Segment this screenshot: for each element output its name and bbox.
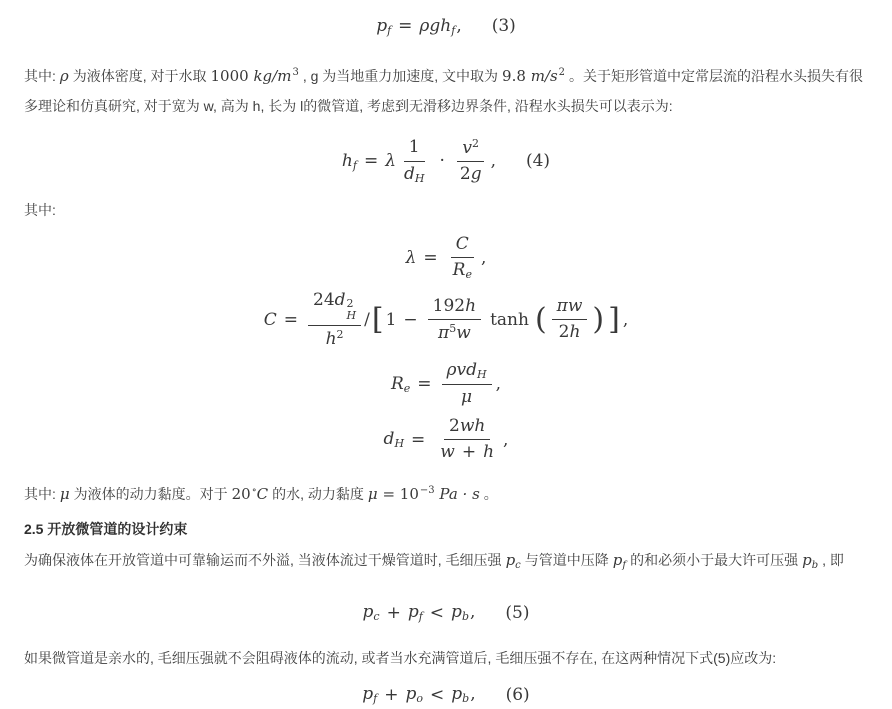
math-number: 2 bbox=[459, 164, 471, 185]
fraction-numerator bbox=[457, 137, 484, 162]
fraction-numerator bbox=[444, 416, 490, 440]
equation-number: (3) bbox=[491, 16, 516, 36]
comma: , bbox=[503, 429, 509, 450]
math-var: w bbox=[456, 322, 471, 343]
equals-sign: = bbox=[363, 151, 379, 172]
math-var: p bbox=[612, 550, 623, 569]
equation-number: (5) bbox=[505, 602, 530, 623]
math-sub: f bbox=[352, 158, 357, 172]
equals-sign: = bbox=[283, 309, 299, 330]
fraction-192h-pi5w bbox=[428, 296, 481, 345]
fraction-denominator bbox=[321, 326, 349, 350]
math-unit: kg/m bbox=[253, 67, 292, 85]
plus-sign: + bbox=[384, 684, 399, 705]
math-inline-rho bbox=[60, 67, 69, 85]
eq4-lhs bbox=[342, 151, 357, 172]
text-run: 如果微管道是亲水的, 毛细压强就不会阻碍液体的流动, 或者当水充满管道后, 毛细压强不存在, 在这两种情况下式(5)应改为: bbox=[24, 649, 777, 666]
math-var: v bbox=[462, 138, 473, 158]
math-sub: c bbox=[373, 610, 380, 624]
fraction-denominator bbox=[448, 258, 477, 282]
fraction-numerator: πw bbox=[552, 296, 588, 320]
math-number: 9.8 bbox=[502, 67, 526, 85]
fraction-denominator: μ bbox=[461, 386, 473, 407]
math-var: μ bbox=[59, 484, 70, 503]
math-var: p bbox=[407, 602, 419, 623]
eq3-lhs bbox=[376, 16, 391, 37]
math-inline-pb bbox=[802, 551, 818, 569]
equation-c bbox=[24, 290, 868, 351]
left-paren: ( bbox=[534, 302, 547, 338]
equation-number: (6) bbox=[505, 684, 530, 705]
text-run: 的和必须小于最大许可压强 bbox=[630, 551, 799, 568]
comma: , bbox=[480, 247, 487, 268]
equation-4 bbox=[24, 137, 868, 186]
math-number: 2 bbox=[558, 322, 570, 343]
math-sub: f bbox=[373, 692, 378, 706]
tanh-function: tanh bbox=[490, 309, 529, 330]
math-var: wh bbox=[459, 416, 486, 437]
fraction-denominator bbox=[399, 162, 429, 186]
fraction-numerator: C bbox=[451, 234, 474, 258]
text-run: 其中: bbox=[24, 201, 56, 218]
math-var: μ bbox=[367, 484, 378, 503]
math-sup: 3 bbox=[292, 67, 299, 78]
equation-6 bbox=[24, 681, 868, 709]
fraction-rho-v-dh-mu bbox=[442, 360, 492, 408]
math-var: ρgh bbox=[419, 15, 452, 36]
fraction-24dh2-h2 bbox=[308, 290, 361, 351]
less-than-sign: < bbox=[429, 602, 445, 623]
math-number: 24 bbox=[313, 289, 335, 310]
equals-sign: = bbox=[423, 247, 438, 268]
math-number: 1 bbox=[385, 309, 397, 330]
math-sup: 5 bbox=[449, 321, 457, 335]
eq5-term-b bbox=[408, 602, 423, 623]
fraction-velocity-head bbox=[455, 137, 487, 186]
math-number: 20 bbox=[231, 484, 251, 503]
equals-sign: = bbox=[411, 429, 426, 450]
plus-sign: + bbox=[386, 602, 401, 623]
math-var: ρ bbox=[59, 67, 69, 85]
math-sub: f bbox=[418, 610, 423, 624]
fraction-numerator bbox=[428, 296, 481, 320]
math-inline-mu bbox=[60, 485, 70, 503]
comma: , bbox=[469, 602, 476, 623]
equals-sign: = bbox=[417, 374, 432, 395]
math-inline-viscosity-value bbox=[368, 485, 480, 503]
math-supsub-stack bbox=[347, 298, 357, 323]
equation-3 bbox=[24, 12, 868, 40]
equals-sign: = bbox=[398, 16, 413, 36]
comma: , bbox=[470, 684, 476, 705]
fraction-denominator bbox=[554, 320, 586, 343]
text-run: 其中: bbox=[24, 68, 56, 84]
eq3-rhs bbox=[419, 16, 461, 37]
math-var: p bbox=[405, 684, 417, 705]
math-inline-density-value bbox=[211, 67, 299, 85]
equation-lambda bbox=[24, 234, 868, 282]
math-sup: 2 bbox=[336, 327, 344, 341]
fraction-denominator bbox=[455, 162, 487, 185]
eq6-term-c bbox=[451, 684, 475, 705]
fraction-numerator bbox=[442, 360, 492, 385]
math-var: h bbox=[341, 150, 353, 171]
text-run: 。关于矩形管道中定常层流的沿程水头损失有很多理论和仿真研究, 对于宽为 w, 高为 h, 长为 l的微管道, 考虑到无滑移边界条件, 沿程水头损失可以表示为: bbox=[24, 68, 864, 114]
fraction-2wh-wplush bbox=[435, 416, 499, 464]
math-sup: 2 bbox=[558, 67, 566, 78]
math-number: = 10 bbox=[382, 484, 419, 503]
math-var: h bbox=[483, 442, 495, 463]
math-var: d bbox=[383, 429, 395, 450]
fraction-numerator: 1 bbox=[404, 137, 425, 161]
dot-operator: · bbox=[439, 151, 445, 172]
math-inline-gravity-value bbox=[502, 67, 565, 85]
math-sub: H bbox=[414, 171, 425, 185]
math-var: R bbox=[390, 373, 404, 394]
math-sub: b bbox=[461, 610, 469, 624]
math-var: p bbox=[802, 550, 812, 569]
math-var: d bbox=[334, 289, 346, 310]
math-sup: 2 bbox=[346, 296, 354, 310]
comma: , bbox=[622, 309, 629, 330]
math-var: h bbox=[569, 322, 581, 343]
math-unit: Pa · s bbox=[439, 484, 480, 503]
slash-operator: / bbox=[364, 309, 370, 330]
math-var: p bbox=[362, 684, 374, 705]
eq6-term-b bbox=[406, 684, 424, 705]
right-bracket: ] bbox=[608, 302, 620, 338]
math-var: C bbox=[256, 484, 269, 503]
math-inline-pf bbox=[613, 551, 626, 569]
math-sup: 2 bbox=[472, 137, 480, 150]
degree-symbol: ∘ bbox=[251, 484, 257, 496]
paragraph-density bbox=[24, 58, 868, 121]
math-sub: H bbox=[394, 437, 405, 451]
section-heading-2-5: 2.5 开放微管道的设计约束 bbox=[24, 520, 188, 537]
math-sub: f bbox=[387, 23, 392, 37]
paragraph-viscosity bbox=[24, 480, 868, 505]
math-var: w bbox=[440, 442, 455, 463]
math-var: g bbox=[470, 164, 482, 185]
fraction-piw-2h bbox=[552, 296, 588, 344]
math-sub: e bbox=[403, 381, 411, 395]
eq5-term-c bbox=[451, 602, 475, 623]
math-sup: −3 bbox=[419, 484, 435, 496]
fraction-denominator bbox=[433, 320, 476, 344]
math-sub: o bbox=[416, 692, 424, 706]
less-than-sign: < bbox=[430, 684, 445, 705]
math-sub: e bbox=[465, 267, 472, 281]
math-number: 1000 bbox=[210, 67, 249, 85]
math-sub: H bbox=[346, 309, 357, 323]
eq5-term-a bbox=[363, 602, 380, 623]
equation-hydraulic-diameter bbox=[24, 416, 868, 464]
math-inline-pc bbox=[506, 551, 521, 569]
fraction-numerator bbox=[308, 290, 361, 326]
math-sub: b bbox=[811, 559, 819, 571]
fraction-denominator bbox=[435, 440, 499, 463]
text-run: 为液体的动力黏度。对于 bbox=[73, 485, 228, 502]
left-bracket: [ bbox=[371, 302, 384, 338]
text-run: , 即 bbox=[822, 551, 844, 568]
math-var: h bbox=[465, 295, 477, 316]
fraction-inverse-dh bbox=[399, 137, 429, 185]
math-inline-temperature bbox=[232, 485, 268, 503]
math-var: p bbox=[451, 684, 463, 705]
plus-sign: + bbox=[461, 442, 477, 463]
text-run: 为液体密度, 对于水取 bbox=[72, 68, 207, 84]
right-paren: ) bbox=[592, 302, 605, 338]
comma: , bbox=[456, 15, 462, 36]
fraction-c-over-re bbox=[448, 234, 477, 282]
math-sub: f bbox=[622, 559, 627, 571]
minus-sign: − bbox=[403, 309, 418, 330]
comma: , bbox=[490, 151, 496, 172]
paragraph-where bbox=[24, 200, 868, 220]
math-sub: H bbox=[477, 368, 487, 382]
text-run: 为确保液体在开放管道中可靠输运而不外溢, 当液体流过干燥管道时, 毛细压强 bbox=[24, 551, 502, 568]
math-var: p bbox=[376, 15, 388, 36]
math-var: d bbox=[403, 163, 415, 184]
eqdh-lhs bbox=[384, 429, 404, 450]
math-sub: c bbox=[515, 559, 521, 571]
equation-reynolds bbox=[24, 360, 868, 408]
comma: , bbox=[495, 374, 502, 395]
math-unit: m/s bbox=[530, 67, 558, 85]
math-var: p bbox=[362, 602, 374, 623]
math-lambda: λ bbox=[385, 151, 396, 172]
math-number: 2 bbox=[449, 416, 460, 437]
math-sub: f bbox=[451, 23, 456, 37]
paragraph-hydrophilic bbox=[24, 643, 868, 673]
math-var: h bbox=[325, 328, 337, 349]
math-var: C bbox=[263, 309, 277, 330]
math-lambda: λ bbox=[405, 247, 417, 268]
math-number: 192 bbox=[432, 295, 466, 316]
text-run: 。 bbox=[483, 485, 498, 502]
equation-number: (4) bbox=[525, 151, 551, 172]
text-run: 的水, 动力黏度 bbox=[272, 485, 364, 502]
math-var: p bbox=[451, 602, 462, 623]
math-var: p bbox=[505, 550, 516, 569]
equation-5 bbox=[24, 599, 868, 627]
text-run: 其中: bbox=[24, 485, 56, 502]
math-var: R bbox=[452, 259, 466, 280]
math-sub: b bbox=[462, 692, 470, 706]
text-run: 与管道中压降 bbox=[524, 551, 609, 568]
math-var: ρvd bbox=[446, 360, 478, 381]
paragraph-constraint bbox=[24, 545, 868, 581]
text-run: , g 为当地重力加速度, 文中取为 bbox=[302, 68, 499, 84]
math-var: π bbox=[438, 322, 450, 343]
eq6-term-a bbox=[362, 684, 377, 705]
eqre-lhs bbox=[391, 374, 410, 395]
